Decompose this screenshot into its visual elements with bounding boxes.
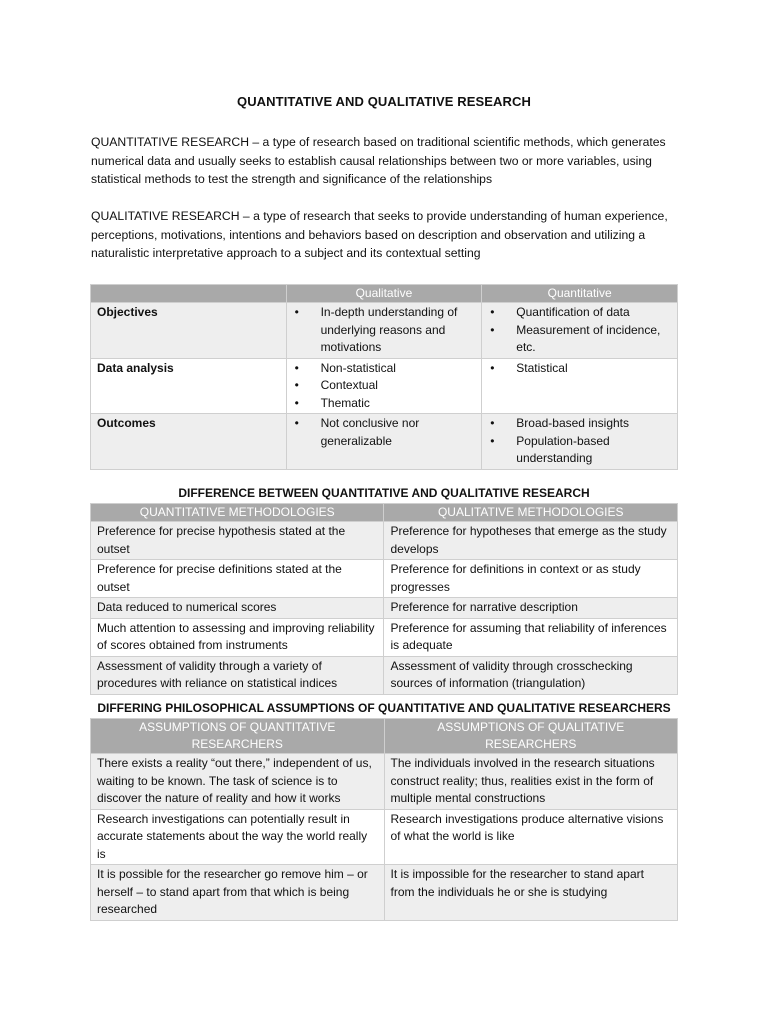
list-item: • Contextual xyxy=(315,377,476,395)
methodologies-table xyxy=(90,503,678,695)
list-item: • Quantification of data xyxy=(510,304,671,322)
table-cell: There exists a reality “out there,” independent of us, waiting to be known. The task of science is to discover the nature of reality and how it works xyxy=(91,754,385,810)
table-cell: Assessment of validity through crosschecking sources of information (triangulation) xyxy=(384,656,678,694)
table-cell: Assessment of validity through a variety of procedures with reliance on statistical indices xyxy=(91,656,384,694)
list-item: • Population-based understanding xyxy=(510,433,671,468)
qualitative-cell xyxy=(286,303,482,359)
row-label: Outcomes xyxy=(91,414,287,470)
table-header-cell xyxy=(91,285,287,303)
quantitative-cell xyxy=(482,358,678,414)
row-label: Objectives xyxy=(91,303,287,359)
table-row xyxy=(91,560,678,598)
bullet-list xyxy=(488,360,671,378)
page-title: QUANTITATIVE AND QUALITATIVE RESEARCH xyxy=(236,94,532,109)
comparison-table xyxy=(90,284,678,470)
qualitative-cell xyxy=(286,414,482,470)
table-row xyxy=(91,656,678,694)
table-cell: The individuals involved in the research situations construct reality; thus, realities exist in the form of multiple mental constructions xyxy=(384,754,678,810)
list-item: • Measurement of incidence, etc. xyxy=(510,322,671,357)
bullet-list xyxy=(293,360,476,413)
list-item: • Broad-based insights xyxy=(510,415,671,433)
table-row xyxy=(91,598,678,619)
quantitative-cell xyxy=(482,303,678,359)
table-cell: It is possible for the researcher go remove him – or herself – to stand apart from that which is being researched xyxy=(91,865,385,921)
table-header-row xyxy=(91,285,678,303)
table-header-row xyxy=(91,504,678,522)
table-cell: Much attention to assessing and improving reliability of scores obtained from instruments xyxy=(91,618,384,656)
bullet-list xyxy=(293,304,476,357)
bullet-list xyxy=(488,304,671,357)
list-item: • Thematic xyxy=(315,395,476,413)
table-cell: Research investigations can potentially result in accurate statements about the way the world really is xyxy=(91,809,385,865)
table-row xyxy=(91,414,678,470)
table-header-cell: QUALITATIVE METHODOLOGIES xyxy=(384,504,678,522)
qualitative-cell xyxy=(286,358,482,414)
table-row xyxy=(91,865,678,921)
table-cell: Research investigations produce alternative visions of what the world is like xyxy=(384,809,678,865)
table-row xyxy=(91,522,678,560)
table-row xyxy=(91,809,678,865)
table-row xyxy=(91,358,678,414)
table-cell: Preference for assuming that reliability of inferences is adequate xyxy=(384,618,678,656)
qualitative-definition: QUALITATIVE RESEARCH – a type of research that seeks to provide understanding of human experience, perceptions, motivations, intentions and behaviors based on description and observation and utilizing a naturalistic interpretative approach to a subject and its contextual setting xyxy=(91,209,668,260)
table-cell: Preference for definitions in context or as study progresses xyxy=(384,560,678,598)
bullet-list xyxy=(293,415,476,450)
table-header-cell: Qualitative xyxy=(286,285,482,303)
table-header-cell: Quantitative xyxy=(482,285,678,303)
table-header-cell: ASSUMPTIONS OF QUANTITATIVE RESEARCHERS xyxy=(91,719,385,754)
table-row xyxy=(91,618,678,656)
bullet-list xyxy=(488,415,671,468)
quantitative-definition: QUANTITATIVE RESEARCH – a type of research based on traditional scientific methods, which generates numerical data and usually seeks to establish causal relationships between two or more variables, using statistical methods to test the strength and significance of the relationships xyxy=(91,135,666,186)
table-header-row xyxy=(91,719,678,754)
table-cell: Preference for precise hypothesis stated at the outset xyxy=(91,522,384,560)
section-heading: DIFFERING PHILOSOPHICAL ASSUMPTIONS OF QUANTITATIVE AND QUALITATIVE RESEARCHERS xyxy=(97,701,671,715)
table-cell: It is impossible for the researcher to stand apart from the individuals he or she is studying xyxy=(384,865,678,921)
table-cell: Preference for hypotheses that emerge as the study develops xyxy=(384,522,678,560)
list-item: • In-depth understanding of underlying reasons and motivations xyxy=(315,304,476,357)
row-label: Data analysis xyxy=(91,358,287,414)
list-item: • Non-statistical xyxy=(315,360,476,378)
table-header-cell: QUANTITATIVE METHODOLOGIES xyxy=(91,504,384,522)
section-heading: DIFFERENCE BETWEEN QUANTITATIVE AND QUALITATIVE RESEARCH xyxy=(178,486,590,500)
table-cell: Preference for narrative description xyxy=(384,598,678,619)
table-cell: Data reduced to numerical scores xyxy=(91,598,384,619)
assumptions-table xyxy=(90,718,678,921)
table-header-cell: ASSUMPTIONS OF QUALITATIVE RESEARCHERS xyxy=(384,719,678,754)
table-row xyxy=(91,303,678,359)
table-row xyxy=(91,754,678,810)
table-cell: Preference for precise definitions stated at the outset xyxy=(91,560,384,598)
list-item: • Statistical xyxy=(510,360,671,378)
quantitative-cell xyxy=(482,414,678,470)
list-item: • Not conclusive nor generalizable xyxy=(315,415,476,450)
